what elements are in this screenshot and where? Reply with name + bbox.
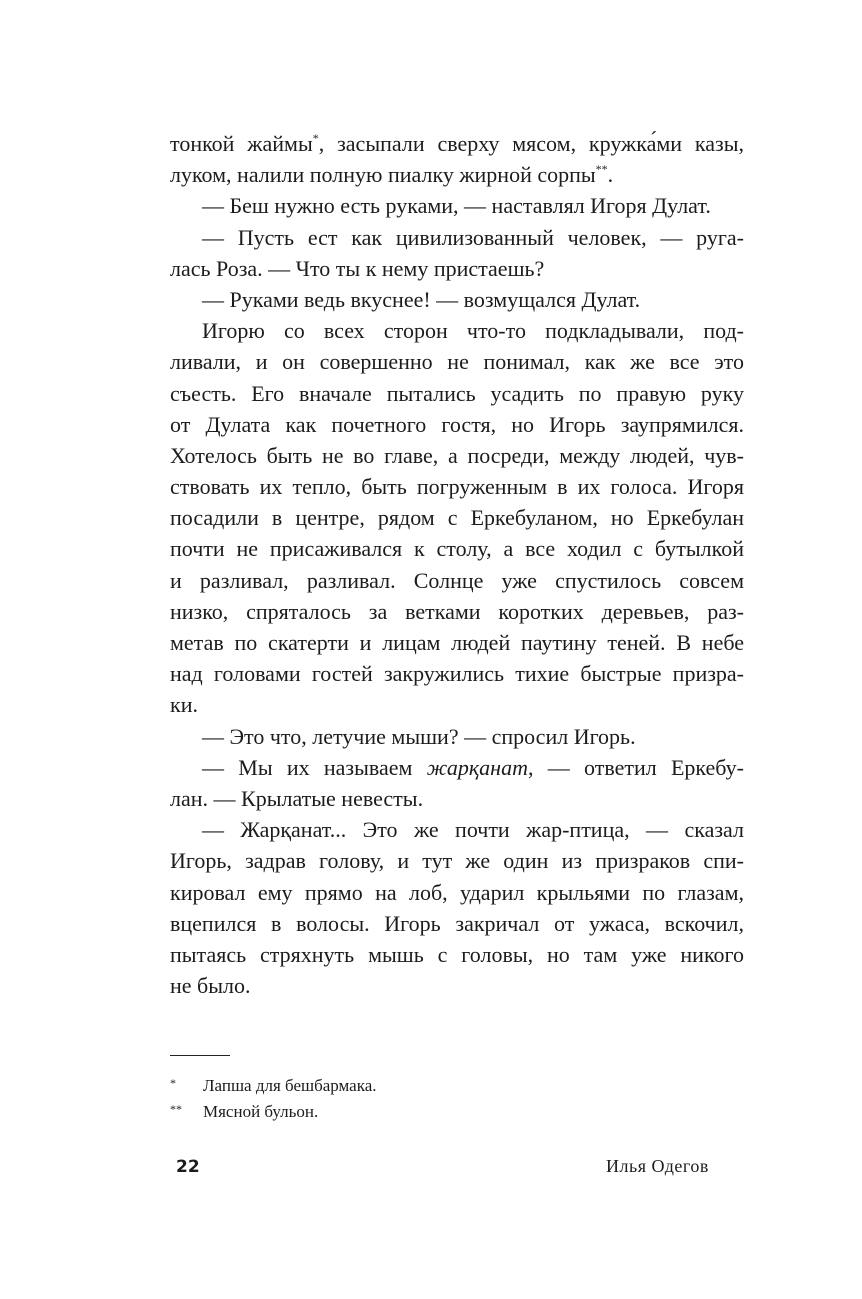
footnote-1 — [170, 1072, 377, 1097]
text-line: метав по скатерти и лицам людей паутину теней. В небе — [170, 630, 744, 655]
text-line: лан. — Крылатые невесты. — [170, 785, 424, 811]
footnote-2 — [170, 1098, 318, 1123]
text-line: ствовать их тепло, быть погруженным в их голоса. Игоря — [170, 474, 744, 500]
text-line: — Мы их называем жарқанат, — ответил Еркебу- — [202, 754, 744, 780]
text-line: посадили в центре, рядом с Еркебуланом, но Еркебулан — [170, 505, 744, 531]
italic-word: жарқанат — [426, 754, 528, 780]
footnote-text: Лапша для бешбармака. — [203, 1076, 377, 1095]
text-line: — Руками ведь вкуснее! — возмущался Дулат. — [202, 286, 641, 312]
footnote-text: Мясной бульон. — [203, 1102, 319, 1121]
text-line: над головами гостей закружились тихие быстрые призра- — [170, 661, 744, 687]
text-line: от Дулата как почетного гостя, но Игорь заупрямился. — [170, 411, 744, 437]
text-line: — Пусть ест как цивилизованный человек, — руга- — [202, 224, 744, 250]
body-text — [170, 128, 744, 1001]
footnote-ref-1[interactable]: * — [312, 131, 319, 145]
page-number: 22 — [176, 1157, 200, 1177]
text-line: почти не присаживался к столу, а все ходил с бутылкой — [170, 536, 744, 562]
text-line: не было. — [170, 973, 251, 999]
text-line: — Это что, летучие мыши? — спросил Игорь. — [202, 723, 636, 749]
text-line: Игорь, задрав голову, и тут же один из призраков спи- — [170, 848, 744, 874]
running-footer-author: Илья Одегов — [606, 1156, 709, 1176]
footnote-divider — [170, 1055, 230, 1056]
text-line: вцепился в волосы. Игорь закричал от ужаса, вскочил, — [170, 910, 744, 936]
text-line: ливали, и он совершенно не понимал, как же все это — [170, 349, 744, 375]
footnote-mark: * — [170, 1076, 176, 1090]
text-line: Игорю со всех сторон что-то подкладывали, под- — [202, 318, 744, 344]
text-line: Хотелось быть не во главе, а посреди, между людей, чув- — [170, 442, 744, 468]
footnote-mark: ** — [170, 1102, 182, 1116]
text-line: тонкой жаймы*, засыпали сверху мясом, кружка́ми казы, — [170, 131, 744, 156]
text-line: ки. — [170, 692, 198, 718]
text-line: — Жарқанат... Это же почти жар-птица, — сказал — [202, 817, 744, 843]
text-line: съесть. Его вначале пытались усадить по правую руку — [170, 380, 744, 406]
text-line: и разливал, разливал. Солнце уже спустилось совсем — [170, 567, 744, 593]
text-line: пытаясь стряхнуть мышь с головы, но там уже никого — [170, 941, 744, 967]
text-line: луком, налили полную пиалку жирной сорпы**. — [170, 162, 614, 188]
text-line: — Беш нужно есть руками, — наставлял Игоря Дулат. — [202, 193, 711, 219]
footnote-ref-2[interactable]: ** — [595, 162, 608, 177]
text-line: кировал ему прямо на лоб, ударил крыльями по глазам, — [170, 879, 744, 905]
text-line: лась Роза. — Что ты к нему пристаешь? — [170, 255, 545, 281]
text-line: низко, спряталось за ветками коротких деревьев, раз- — [170, 598, 744, 624]
